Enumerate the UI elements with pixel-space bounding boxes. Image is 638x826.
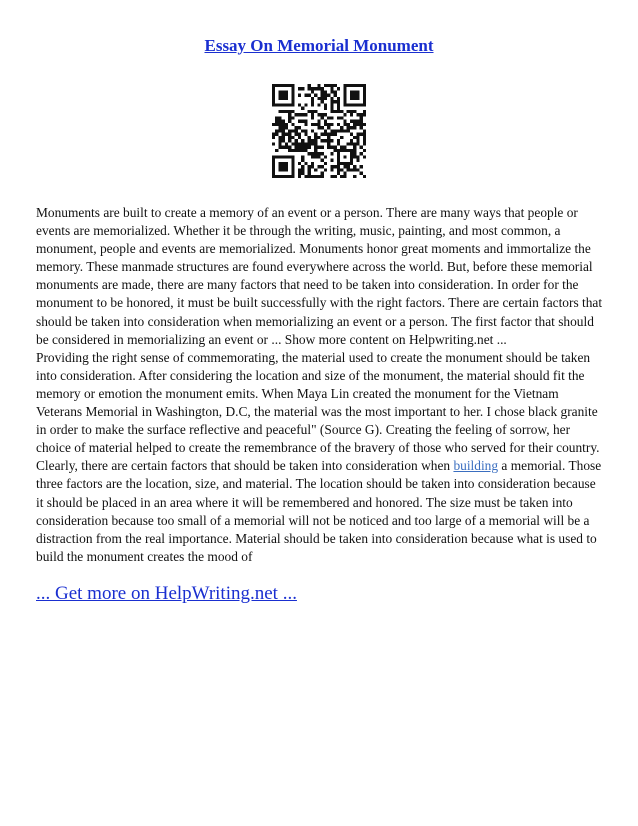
get-more-link[interactable]: ... Get more on HelpWriting.net ...	[36, 583, 297, 604]
paragraph-2-text-end: a memorial. Those three factors are the location, size, and material. The location should be taken into consideration because it should be placed in an area where it will be remembered and honored. The size must be taken into consideration because too small of a memorial will not be noticed and too large of a memorial will be a distraction from the real importance. Material should be taken into consideration because what is used to build the monument creates the mood of	[36, 458, 602, 564]
paragraph-2-text-start: Providing the right sense of commemorating, the material used to create the monument should be taken into consideration. After considering the location and size of the monument, the material should fit the memory or emotion the monument emits. When Maya Lin created the monument for the Vietnam Veterans Memorial in Washington, D.C, the material was the most important to her. I chose black granite in order to make the surface reflective and peaceful" (Source G). Creating the feeling of sorrow, her choice of material helped to create the remembrance of the bravery of those who served for their country. Clearly, there are certain factors that should be taken into consideration when	[36, 349, 600, 474]
paragraph-2	[36, 349, 606, 566]
building-link[interactable]: building	[453, 458, 499, 474]
document-title-link[interactable]: Essay On Memorial Monument	[204, 36, 434, 55]
qr-code-icon	[272, 84, 366, 178]
essay-body	[36, 204, 606, 566]
paragraph-1: Monuments are built to create a memory of an event or a person. There are many ways that people or events are memorialized. Whether it be through the writing, music, painting, and most common, a monument, people and events are memorialized. Monuments honor great moments and immortalize the memory. These manmade structures are found everywhere across the world. But, before these memorial monuments are made, there are many factors that need to be taken into consideration. In order for the monument to be honored, it must be built successfully with the right factors. There are certain factors that should be taken into consideration when memorializing an event or a person. The first factor that should be considered in memorializing an event or ... Show more content on Helpwriting.net ...	[36, 205, 603, 347]
